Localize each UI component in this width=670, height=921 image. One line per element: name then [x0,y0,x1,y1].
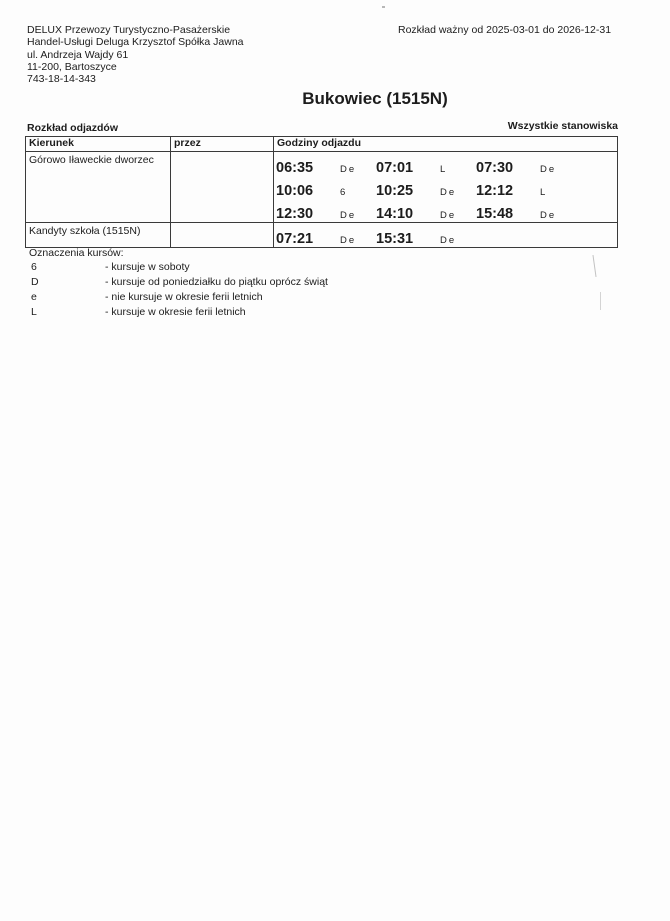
stop-title: Bukowiec (1515N) [302,89,448,108]
via-header: przez [171,137,274,152]
table-header-row [26,137,618,152]
departures-table [25,136,618,248]
departure-time: 07:01 [376,160,414,176]
departure-marks: De [440,235,457,246]
times-line [276,224,617,247]
platforms-label: Wszystkie stanowiska [507,120,618,132]
departure-marks: De [340,164,357,175]
scan-speck [600,292,601,310]
company-info [27,24,244,85]
legend-item [29,261,328,276]
departure-marks: L [540,187,548,198]
legend-symbol: L [31,306,37,318]
legend-description: - kursuje w okresie ferii letnich [105,306,246,318]
departure-time: 10:25 [376,183,414,199]
departure-marks: L [440,164,448,175]
departure [376,231,476,247]
legend-item [29,291,328,306]
departure [276,160,376,176]
departure-time: 06:35 [276,160,314,176]
departure [276,183,376,199]
departure-marks: De [540,164,557,175]
validity-period: Rozkład ważny od 2025-03-01 do 2026-12-31 [398,24,612,36]
departure-marks: 6 [340,187,348,198]
company-line: Handel-Usługi Deluga Krzysztof Spółka Jawna [27,36,244,49]
table-row [26,152,618,223]
departure-time: 07:21 [276,231,314,247]
departure-marks: De [340,235,357,246]
departure [376,206,476,222]
direction-cell: Kandyty szkoła (1515N) [26,223,171,248]
departure [276,206,376,222]
departure-time: 10:06 [276,183,314,199]
company-line: DELUX Przewozy Turystyczno-Pasażerskie [27,24,231,36]
departure-time: 15:48 [476,206,514,222]
table-row [26,223,618,248]
times-header: Godziny odjazdu [274,137,618,152]
departure-time: 15:31 [376,231,414,247]
times-line [276,176,617,199]
departure [476,183,576,199]
scan-speck [592,255,596,277]
departure-marks: De [540,210,557,221]
departure [476,206,576,222]
company-line: 743-18-14-343 [27,73,96,86]
departure-marks: De [340,210,357,221]
departure-time: 12:30 [276,206,314,222]
departure-time: 12:12 [476,183,514,199]
departure [376,160,476,176]
section-title: Rozkład odjazdów [27,122,119,134]
company-line: 11-200, Bartoszyce [27,60,117,73]
legend-description: - kursuje od poniedziałku do piątku oprócz świąt [105,276,328,288]
scan-speck [382,6,385,8]
departure-time: 14:10 [376,206,414,222]
times-line [276,199,617,222]
legend-item [29,276,328,291]
times-line [276,153,617,176]
legend-title: Oznaczenia kursów: [29,247,124,259]
legend-symbol: e [31,291,37,303]
direction-cell: Górowo Iławeckie dworzec [26,152,171,223]
departure-time: 07:30 [476,160,514,176]
company-line: ul. Andrzeja Wajdy 61 [27,48,129,61]
legend [29,247,328,321]
legend-description: - kursuje w soboty [105,261,190,273]
departure-marks: De [440,210,457,221]
departure-marks: De [440,187,457,198]
legend-description: - nie kursuje w okresie ferii letnich [105,291,263,303]
departure [276,231,376,247]
via-cell [171,152,274,223]
direction-header: Kierunek [26,137,171,152]
departure [476,160,576,176]
legend-item [29,306,328,321]
legend-symbol: 6 [31,261,37,273]
departure [376,183,476,199]
times-cell [274,223,618,248]
legend-symbol: D [31,276,39,288]
via-cell [171,223,274,248]
times-cell [274,152,618,223]
